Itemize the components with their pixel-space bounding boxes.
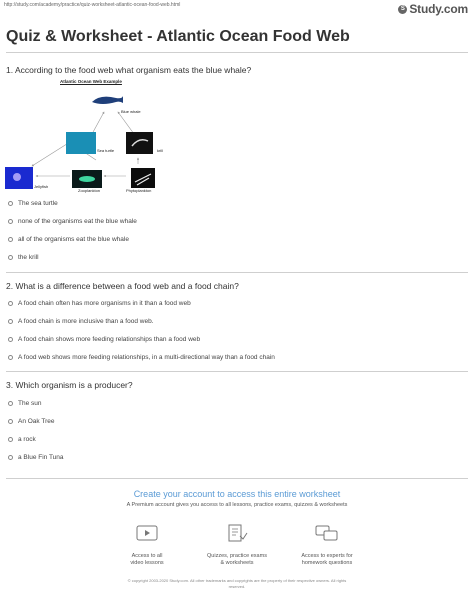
radio-button[interactable] xyxy=(8,401,13,406)
radio-button[interactable] xyxy=(8,355,13,360)
logo-mark: S xyxy=(398,5,407,14)
divider xyxy=(6,478,468,479)
radio-button[interactable] xyxy=(8,319,13,324)
radio-button[interactable] xyxy=(8,419,13,424)
feature-experts: Access to experts for homework questions xyxy=(282,524,372,567)
q1-option-2[interactable]: none of the organisms eat the blue whale xyxy=(8,218,137,225)
radio-button[interactable] xyxy=(8,219,13,224)
q2-option-1[interactable]: A food chain often has more organisms in it than a food web xyxy=(8,300,191,307)
divider xyxy=(6,371,468,372)
blue-whale-image xyxy=(90,92,124,108)
divider xyxy=(6,272,468,273)
label-sea-turtle: Sea turtle xyxy=(97,148,115,153)
logo-text: Study.com xyxy=(409,2,468,16)
feature-video-lessons: Access to all video lessons xyxy=(102,524,192,567)
chat-icon xyxy=(315,524,339,542)
krill-image xyxy=(126,132,153,154)
feature-worksheets: Quizzes, practice exams & worksheets xyxy=(192,524,282,567)
title-divider xyxy=(6,52,468,53)
q2-option-4[interactable]: A food web shows more feeding relationships, in a multi-directional way than a food chain xyxy=(8,354,275,361)
label-phytoplankton: Phytoplankton xyxy=(126,188,152,193)
radio-button[interactable] xyxy=(8,437,13,442)
q2-option-3[interactable]: A food chain shows more feeding relationships than a food web xyxy=(8,336,200,343)
label-zooplankton: Zooplankton xyxy=(78,188,101,193)
question-1: 1. According to the food web what organism eats the blue whale? xyxy=(6,65,252,75)
radio-button[interactable] xyxy=(8,201,13,206)
page-title: Quiz & Worksheet - Atlantic Ocean Food Web xyxy=(6,28,350,45)
q1-option-1[interactable]: The sea turtle xyxy=(8,200,58,207)
zooplankton-image xyxy=(72,170,102,188)
radio-button[interactable] xyxy=(8,301,13,306)
study-logo[interactable] xyxy=(398,2,468,16)
page-url: http://study.com/academy/practice/quiz-worksheet-atlantic-ocean-food-web.html xyxy=(4,2,181,8)
cta-subtitle: A Premium account gives you access to all lessons, practice exams, quizzes & worksheets xyxy=(126,502,348,508)
jellyfish-image xyxy=(5,167,33,189)
q3-option-3[interactable]: a rock xyxy=(8,436,36,443)
diagram-title: Atlantic Ocean Web Example xyxy=(60,79,122,84)
q1-option-3[interactable]: all of the organisms eat the blue whale xyxy=(8,236,129,243)
label-krill: krill xyxy=(157,148,163,153)
copyright-footer: © copyright 2003-2020 Study.com. All other trademarks and copyrights are the property of their respective owners. All rights reserved. xyxy=(127,578,347,589)
phytoplankton-image xyxy=(131,168,155,188)
q3-option-4[interactable]: a Blue Fin Tuna xyxy=(8,454,64,461)
sea-turtle-image xyxy=(66,132,96,154)
radio-button[interactable] xyxy=(8,337,13,342)
radio-button[interactable] xyxy=(8,455,13,460)
q2-option-2[interactable]: A food chain is more inclusive than a food web. xyxy=(8,318,154,325)
question-2: 2. What is a difference between a food web and a food chain? xyxy=(6,281,239,291)
question-3: 3. Which organism is a producer? xyxy=(6,380,133,390)
q3-option-1[interactable]: The sun xyxy=(8,400,42,407)
cta-title[interactable]: Create your account to access this entire worksheet xyxy=(133,489,341,499)
label-blue-whale: Blue whale xyxy=(121,109,141,114)
food-web-diagram xyxy=(0,72,200,197)
radio-button[interactable] xyxy=(8,237,13,242)
video-icon xyxy=(135,524,159,542)
q3-option-2[interactable]: An Oak Tree xyxy=(8,418,55,425)
radio-button[interactable] xyxy=(8,255,13,260)
label-jellyfish: Jellyfish xyxy=(34,184,49,189)
q1-option-4[interactable]: the krill xyxy=(8,254,39,261)
worksheet-icon xyxy=(225,524,249,542)
